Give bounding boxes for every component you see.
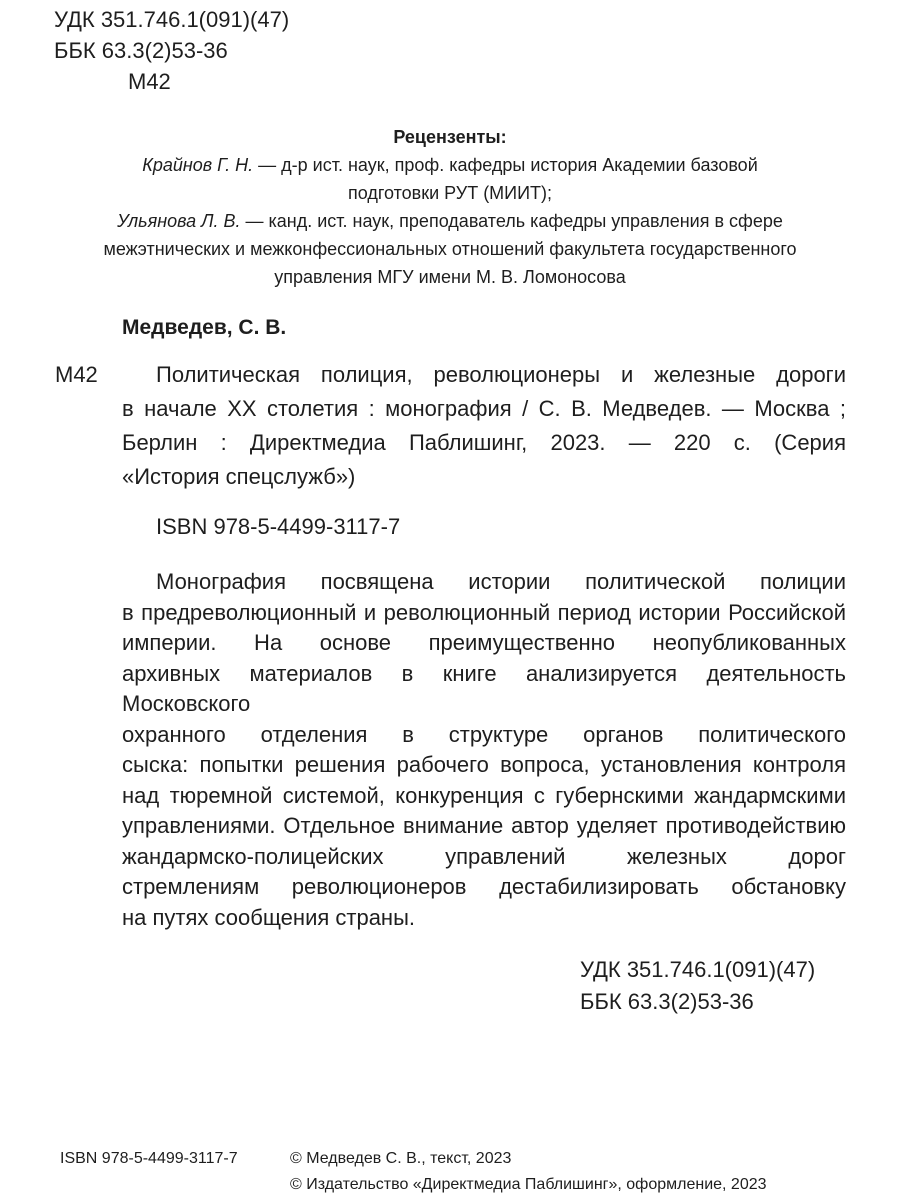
reviewer-line bbox=[0, 207, 900, 235]
annotation-line: жандармско-полицейских управлений железных дорог bbox=[122, 843, 846, 869]
udk-code: УДК 351.746.1(091)(47) bbox=[580, 957, 816, 982]
bib-line: «История спецслужб») bbox=[122, 464, 356, 489]
annotation-line: на путях сообщения страны. bbox=[122, 904, 416, 930]
classification-header bbox=[54, 4, 289, 97]
annotation-line: империи. На основе преимущественно неопубликованных bbox=[122, 630, 846, 655]
bibliographic-description bbox=[122, 358, 846, 494]
copyright-line: © Медведев С. В., текст, 2023 bbox=[290, 1150, 512, 1167]
annotation-line: сыска: попытки решения рабочего вопроса, установления контроля bbox=[122, 752, 846, 777]
annotation-line: в предреволюционный и революционный период истории Российской bbox=[122, 599, 846, 625]
footer-isbn: ISBN 978-5-4499-3117-7 bbox=[60, 1150, 238, 1167]
annotation-line: Монография посвящена истории политической полиции bbox=[156, 569, 846, 594]
reviewer-line bbox=[0, 151, 900, 179]
bbk-code: ББК 63.3(2)53-36 bbox=[54, 38, 228, 63]
reviewer-description: управления МГУ имени М. В. Ломоносова bbox=[274, 267, 626, 287]
bib-line: в начале XX столетия : монография / С. В. Медведев. — Москва ; bbox=[122, 396, 846, 421]
annotation-line: стремлениям революционеров дестабилизировать обстановку bbox=[122, 874, 846, 899]
udk-code: УДК 351.746.1(091)(47) bbox=[54, 7, 290, 32]
classification-footer bbox=[580, 954, 815, 1018]
reviewer-description: — д-р ист. наук, проф. кафедры история Академии базовой bbox=[253, 155, 758, 175]
annotation-line: управлениями. Отдельное внимание автор уделяет противодействию bbox=[122, 813, 846, 838]
reviewer-description: — канд. ист. наук, преподаватель кафедры управления в сфере bbox=[240, 211, 783, 231]
annotation-line: над тюремной системой, конкуренция с губернскими жандармскими bbox=[122, 782, 846, 808]
bib-line: Политическая полиция, революционеры и железные дороги bbox=[156, 362, 846, 387]
reviewers-title: Рецензенты: bbox=[393, 127, 507, 147]
copyright-line: © Издательство «Директмедиа Паблишинг», оформление, 2023 bbox=[290, 1176, 767, 1193]
bib-line: Берлин : Директмедиа Паблишинг, 2023. — 220 с. (Серия bbox=[122, 430, 846, 455]
reviewer-description: подготовки РУТ (МИИТ); bbox=[347, 183, 553, 203]
reviewer-1 bbox=[0, 151, 900, 207]
bbk-code: ББК 63.3(2)53-36 bbox=[580, 989, 754, 1014]
annotation bbox=[122, 567, 846, 933]
reviewer-description: межэтнических и межконфессиональных отношений факультета государственного bbox=[103, 239, 797, 259]
reviewer-name: Крайнов Г. Н. bbox=[142, 155, 254, 175]
author-heading: Медведев, С. В. bbox=[122, 316, 287, 339]
catalog-code: М42 bbox=[55, 362, 98, 387]
reviewer-name: Ульянова Л. В. bbox=[117, 211, 241, 231]
annotation-line: охранного отделения в структуре органов политического bbox=[122, 721, 846, 747]
annotation-line: архивных материалов в книге анализируется деятельность Московского bbox=[122, 660, 846, 716]
copyright-block bbox=[290, 1146, 767, 1198]
reviewer-2 bbox=[0, 207, 900, 291]
author-mark: М42 bbox=[128, 69, 171, 94]
isbn: ISBN 978-5-4499-3117-7 bbox=[156, 514, 401, 539]
reviewers-section bbox=[0, 123, 900, 291]
